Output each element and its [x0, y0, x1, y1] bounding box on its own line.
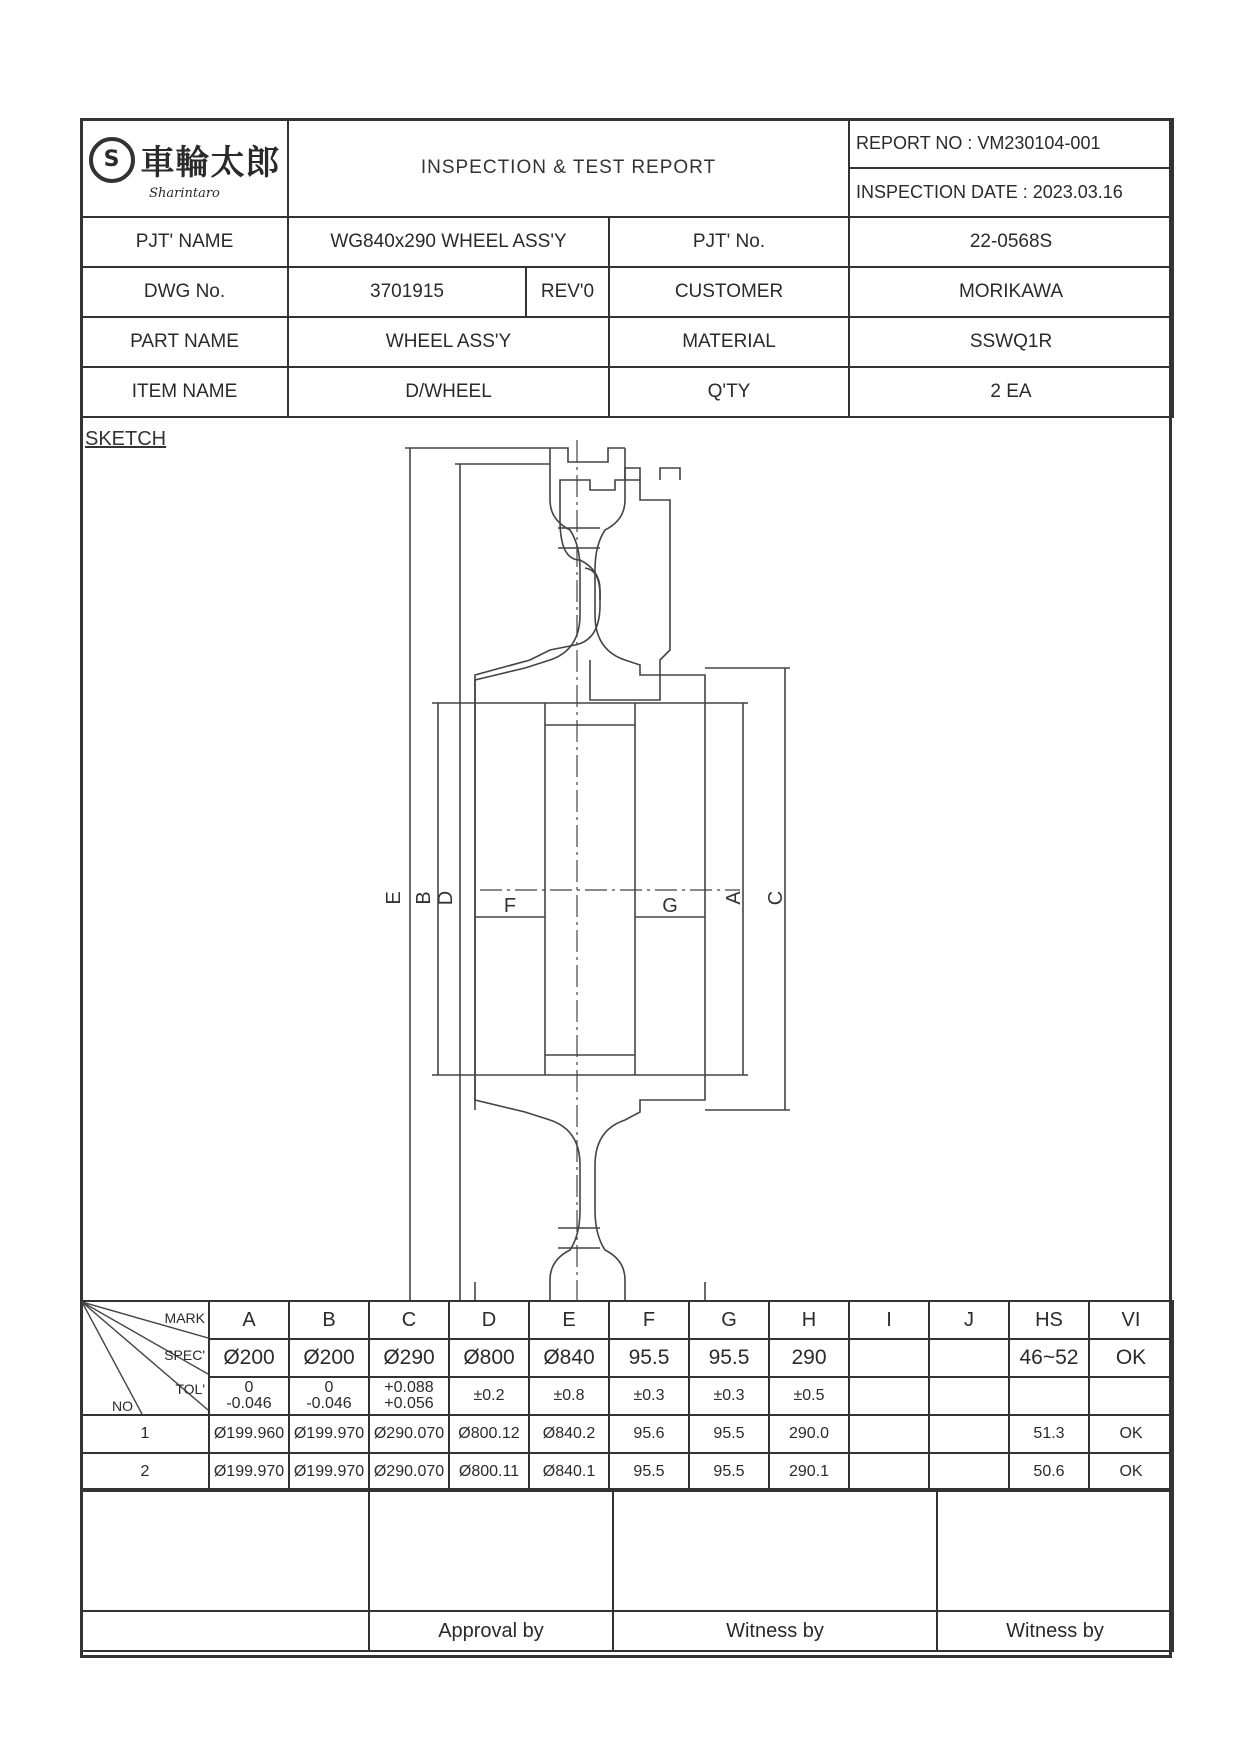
row1-i — [849, 1415, 929, 1453]
dwg-no-value: 3701915 — [288, 267, 526, 317]
row1-e: Ø840.2 — [529, 1415, 609, 1453]
wheel-body-left — [475, 448, 580, 1300]
witness2-signature-box — [937, 1489, 1173, 1611]
row2-i — [849, 1453, 929, 1491]
row2-j — [929, 1453, 1009, 1491]
tol-h: ±0.5 — [769, 1377, 849, 1415]
mark-a: A — [209, 1301, 289, 1339]
part-name-label: PART NAME — [81, 317, 288, 367]
spec-f: 95.5 — [609, 1339, 689, 1377]
row2-vi: OK — [1089, 1453, 1173, 1491]
corner-tol-label: TOL' — [175, 1381, 205, 1397]
row1-f: 95.6 — [609, 1415, 689, 1453]
row1-vi: OK — [1089, 1415, 1173, 1453]
row2-g: 95.5 — [689, 1453, 769, 1491]
row1-d: Ø800.12 — [449, 1415, 529, 1453]
tol-g: ±0.3 — [689, 1377, 769, 1415]
tol-d: ±0.2 — [449, 1377, 529, 1415]
row1-hs: 51.3 — [1009, 1415, 1089, 1453]
logo-mark-icon: S — [89, 137, 135, 183]
spec-hs: 46~52 — [1009, 1339, 1089, 1377]
row1-b: Ø199.970 — [289, 1415, 369, 1453]
report-title: INSPECTION & TEST REPORT — [288, 119, 849, 217]
mark-f: F — [609, 1301, 689, 1339]
pjt-name-label: PJT' NAME — [81, 217, 288, 267]
mark-i: I — [849, 1301, 929, 1339]
row2-b: Ø199.970 — [289, 1453, 369, 1491]
wheel-profile — [585, 462, 675, 615]
wheel-sketch — [80, 420, 1172, 1300]
row2-f: 95.5 — [609, 1453, 689, 1491]
customer-value: MORIKAWA — [849, 267, 1173, 317]
qty-label: Q'TY — [609, 367, 849, 417]
tol-f: ±0.3 — [609, 1377, 689, 1415]
table-row — [81, 1415, 1173, 1453]
tol-e: ±0.8 — [529, 1377, 609, 1415]
row1-g: 95.5 — [689, 1415, 769, 1453]
mark-hs: HS — [1009, 1301, 1089, 1339]
corner-no-label: NO — [112, 1398, 133, 1414]
tol-vi — [1089, 1377, 1173, 1415]
wheel-body-right — [595, 448, 705, 1300]
spec-a: Ø200 — [209, 1339, 289, 1377]
item-name-label: ITEM NAME — [81, 367, 288, 417]
bolt-hole-upper — [558, 528, 600, 548]
rev-value: REV'0 — [526, 267, 609, 317]
mark-h: H — [769, 1301, 849, 1339]
row-no: 2 — [81, 1453, 209, 1491]
bolt-hole-lower — [558, 1228, 600, 1248]
witness1-signature-box — [613, 1489, 937, 1611]
row2-hs: 50.6 — [1009, 1453, 1089, 1491]
logo-kanji: 車輪太郎 — [140, 143, 281, 183]
inspection-date: INSPECTION DATE : 2023.03.16 — [849, 168, 1173, 217]
mark-vi: VI — [1089, 1301, 1173, 1339]
signature-table — [80, 1488, 1174, 1652]
mark-c: C — [369, 1301, 449, 1339]
tol-b: 0 -0.046 — [289, 1377, 369, 1415]
dim-d-label: D — [435, 890, 457, 906]
dim-b-label: B — [413, 891, 435, 905]
company-logo — [82, 135, 287, 201]
mark-g: G — [689, 1301, 769, 1339]
row1-h: 290.0 — [769, 1415, 849, 1453]
row2-h: 290.1 — [769, 1453, 849, 1491]
row2-d: Ø800.11 — [449, 1453, 529, 1491]
dwg-no-label: DWG No. — [81, 267, 288, 317]
pjt-no-value: 22-0568S — [849, 217, 1173, 267]
tol-a: 0 -0.046 — [209, 1377, 289, 1415]
wheel-profile-left — [585, 468, 635, 480]
corner-mark-label: MARK — [164, 1310, 205, 1326]
spec-d: Ø800 — [449, 1339, 529, 1377]
approval-signature-box — [369, 1489, 613, 1611]
material-label: MATERIAL — [609, 317, 849, 367]
blank-signature-box — [81, 1489, 369, 1611]
item-name-value: D/WHEEL — [288, 367, 609, 417]
blank-label-cell — [81, 1611, 369, 1651]
mark-d: D — [449, 1301, 529, 1339]
mark-e: E — [529, 1301, 609, 1339]
row2-a: Ø199.970 — [209, 1453, 289, 1491]
tol-i — [849, 1377, 929, 1415]
dim-g-label: G — [662, 895, 678, 917]
wheel-flange-left-upper — [475, 568, 600, 1110]
spec-vi: OK — [1089, 1339, 1173, 1377]
row2-c: Ø290.070 — [369, 1453, 449, 1491]
pjt-name-value: WG840x290 WHEEL ASS'Y — [288, 217, 609, 267]
spec-c: Ø290 — [369, 1339, 449, 1377]
material-value: SSWQ1R — [849, 317, 1173, 367]
dim-f-label: F — [503, 895, 517, 917]
table-row — [81, 1453, 1173, 1491]
mark-j: J — [929, 1301, 1009, 1339]
tol-hs — [1009, 1377, 1089, 1415]
approval-label: Approval by — [369, 1611, 613, 1651]
wheel-top-rim — [550, 448, 625, 462]
spec-h: 290 — [769, 1339, 849, 1377]
dim-a-label: A — [723, 891, 745, 905]
logo-subtitle: Sharintaro — [149, 186, 220, 201]
part-name-value: WHEEL ASS'Y — [288, 317, 609, 367]
header-table — [80, 118, 1174, 418]
spec-b: Ø200 — [289, 1339, 369, 1377]
dim-c-label: C — [765, 890, 787, 906]
corner-spec-label: SPEC' — [164, 1347, 205, 1363]
wheel-flange-right-upper — [625, 468, 680, 480]
spec-i — [849, 1339, 929, 1377]
logo-cell — [81, 119, 288, 217]
measurement-table — [80, 1300, 1174, 1492]
spec-j — [929, 1339, 1009, 1377]
dim-e-label: E — [383, 891, 405, 905]
sketch-label: SKETCH — [85, 428, 167, 450]
tol-c: +0.088 +0.056 — [369, 1377, 449, 1415]
row-no: 1 — [81, 1415, 209, 1453]
spec-e: Ø840 — [529, 1339, 609, 1377]
mark-b: B — [289, 1301, 369, 1339]
qty-value: 2 EA — [849, 367, 1173, 417]
row2-e: Ø840.1 — [529, 1453, 609, 1491]
table-corner-cell — [81, 1301, 209, 1415]
witness1-label: Witness by — [613, 1611, 937, 1651]
tol-j — [929, 1377, 1009, 1415]
row1-j — [929, 1415, 1009, 1453]
witness2-label: Witness by — [937, 1611, 1173, 1651]
row1-c: Ø290.070 — [369, 1415, 449, 1453]
report-no: REPORT NO : VM230104-001 — [849, 119, 1173, 168]
row1-a: Ø199.960 — [209, 1415, 289, 1453]
spec-g: 95.5 — [689, 1339, 769, 1377]
pjt-no-label: PJT' No. — [609, 217, 849, 267]
customer-label: CUSTOMER — [609, 267, 849, 317]
